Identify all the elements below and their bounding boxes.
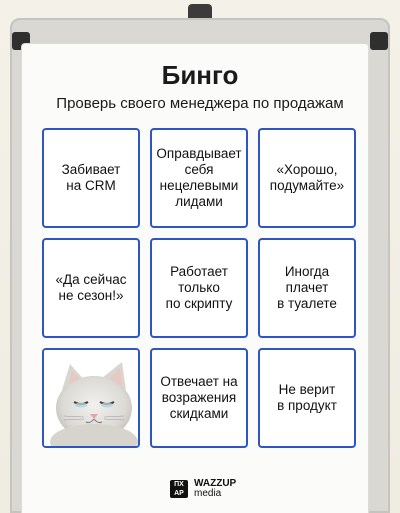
- bingo-grid: [42, 128, 360, 458]
- brand-sub: media: [194, 488, 222, 499]
- bingo-cell-season: [42, 238, 140, 338]
- bingo-cell-text: «Да сейчас не сезон!»: [55, 272, 127, 303]
- bingo-cell-discounts: [150, 348, 248, 448]
- page-subtitle: Проверь своего менеджера по продажам: [56, 95, 344, 112]
- bingo-cell-think: [258, 128, 356, 228]
- crying-cat-image: [44, 350, 140, 448]
- brand-logo: [170, 478, 236, 500]
- bingo-cell-text: Иногда плачет в туалете: [277, 264, 337, 311]
- bingo-cell-text: Не верит в продукт: [277, 382, 337, 413]
- bingo-cell-text: Оправдывает себя нецелевыми лидами: [156, 146, 242, 209]
- logo-mark-text: ПХ АР: [174, 481, 184, 497]
- bingo-cell-text: Забивает на CRM: [61, 162, 121, 193]
- brand-name: WAZZUP: [194, 478, 237, 489]
- page-title: Бинго: [161, 60, 239, 90]
- brand-text: [194, 479, 236, 499]
- crying-cat-icon: [44, 350, 138, 446]
- bingo-cell-cat: [42, 348, 140, 448]
- bingo-cell-cries: [258, 238, 356, 338]
- wazzup-logo-icon: [170, 480, 188, 498]
- bingo-cell-text: Работает только по скрипту: [165, 264, 233, 311]
- bingo-cell-script: [150, 238, 248, 338]
- bingo-cell-text: Отвечает на возражения скидками: [160, 374, 238, 421]
- bingo-cell-product: [258, 348, 356, 448]
- bingo-cell-excuses: [150, 128, 248, 228]
- bingo-cell-crm: [42, 128, 140, 228]
- bingo-cell-text: «Хорошо, подумайте»: [269, 162, 345, 193]
- board-clip-right-icon: [370, 32, 388, 50]
